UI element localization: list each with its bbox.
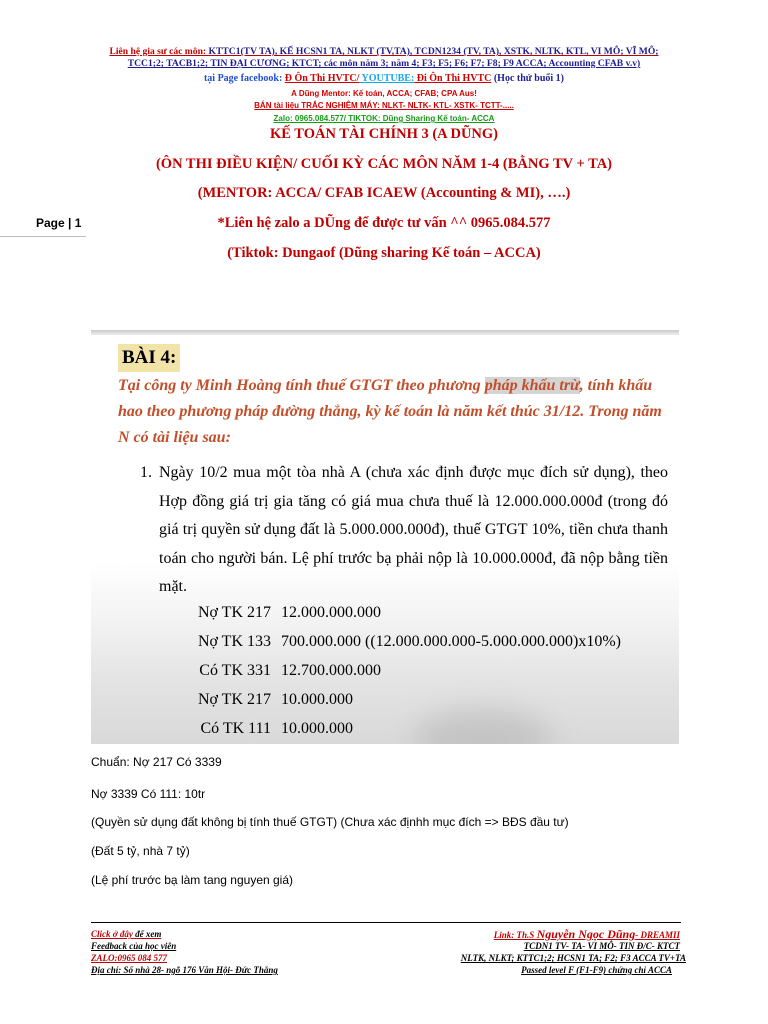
entry-account: Nợ TK 217 — [197, 604, 271, 621]
author-name[interactable]: Nguyễn Ngọc Dũng — [536, 927, 636, 941]
footer-zalo[interactable]: ZALO:0965 084 577 — [91, 953, 167, 963]
header-social-line — [60, 73, 708, 84]
entry-account: Có TK 331 — [199, 662, 271, 679]
page-number-rule — [0, 236, 86, 237]
tiktok-title: (Tiktok: Dungaof (Dũng sharing Kế toán – ACCA) — [227, 245, 541, 261]
click-here-suffix: để xem — [132, 929, 162, 939]
social-prefix: tại Page facebook: — [203, 73, 285, 84]
course-title: KẾ TOÁN TÀI CHÍNH 3 (A DŨNG) — [269, 126, 498, 142]
sell-materials-line[interactable]: BÁN tài liệu TRẮC NGHIỆM MÁY: NLKT- NLTK- KTL- XSTK- TCTT-..... — [254, 101, 514, 110]
page-number: Page | 1 — [36, 216, 82, 230]
entry-amount: 12.000.000.000 — [281, 604, 381, 621]
item-number: 1. — [140, 464, 152, 481]
entry-amount: 10.000.000 — [281, 720, 353, 737]
footer-author-link[interactable] — [494, 927, 680, 942]
entry-account: Nợ TK 217 — [197, 691, 271, 708]
exercise-heading: BÀI 4: — [118, 344, 180, 372]
entry-account: Nợ TK 133 — [197, 633, 271, 650]
author-suffix: - DREAMII — [635, 930, 680, 940]
note-line: (Quyền sử dụng đất không bị tính thuế GTGT) (Chưa xác địnhh mục đích => BĐS đầu tư) — [91, 815, 569, 829]
contact-title: *Liên hệ zalo a DŨng để được tư vấn ^^ 0965.084.577 — [217, 215, 551, 231]
author-prefix: Link: Th.S — [493, 930, 537, 940]
entry-account: Có TK 111 — [200, 720, 271, 737]
mentor-title: (MENTOR: ACCA/ CFAB ICAEW (Accounting & MI), ….) — [197, 185, 571, 201]
header-contact-line[interactable] — [60, 46, 708, 57]
entry-amount: 10.000.000 — [281, 691, 353, 708]
journal-entry — [91, 720, 679, 740]
header-contact-prefix: Liên hệ gia sư các môn: — [109, 46, 209, 57]
journal-entry — [91, 691, 679, 711]
trial-note: (Học thử buổi 1) — [491, 73, 565, 84]
note-line: (Đất 5 tỷ, nhà 7 tỷ) — [91, 844, 190, 858]
note-line: Chuẩn: Nợ 217 Có 3339 — [91, 755, 222, 769]
entry-amount: 12.700.000.000 — [281, 662, 381, 679]
item-text: Ngày 10/2 mua một tòa nhà A (chưa xác định được mục đích sử dụng), theo Hợp đồng giá trị gia tăng có giá mua chưa thuế là 12.000.000.000đ (trong đó giá trị quyền sử dụng đất là 5.000.000.000đ), thuế GTGT 10%, tiền chưa thanh toán cho người bán. Lệ phí trước bạ phải nộp là 10.000.000đ, đã nộp bằng tiền mặt. — [159, 464, 668, 595]
review-title: (ÔN THI ĐIỀU KIỆN/ CUỐI KỲ CÁC MÔN NĂM 1-4 (BẰNG TV + TA) — [155, 156, 613, 172]
header-subjects-list: KTTC1(TV TA), KẾ HCSN1 TA, NLKT (TV,TA), TCDN1234 (TV, TA), XSTK, NLTK, KTL, VI MÔ; VĨ MÔ; — [208, 46, 659, 57]
entry-amount: 700.000.000 ((12.000.000.000-5.000.000.000)x10%) — [281, 633, 621, 650]
facebook-link[interactable]: Đ Ôn Thi HVTC/ — [284, 73, 360, 84]
footer-passed: Passed level F (F1-F9) chứng chỉ ACCA — [521, 965, 672, 975]
zalo-tiktok-line[interactable]: Zalo: 0965.084.577/ TIKTOK: Dũng Sharing Kế toán- ACCA — [273, 114, 495, 123]
youtube-label[interactable]: YOUTUBE: — [359, 73, 415, 84]
journal-entry — [91, 633, 679, 653]
footer-courses-2: NLTK, NLKT; KTTC1;2; HCSN1 TA; F2; F3 ACCA TV+TA — [460, 953, 686, 963]
journal-entry — [91, 604, 679, 624]
click-here-link[interactable]: Click ở đây — [91, 929, 133, 939]
intro-text-a: Tại công ty Minh Hoàng tính thuế GTGT theo phương — [118, 377, 485, 394]
youtube-link[interactable]: Đi Ôn Thi HVTC — [414, 73, 492, 84]
intro-highlight: pháp khấu trừ — [484, 377, 580, 394]
note-line: Nợ 3339 Có 111: 10tr — [91, 787, 206, 801]
footer-click-link[interactable] — [91, 929, 161, 939]
mentor-line: A Dũng Mentor: Kế toán, ACCA; CFAB; CPA Aus! — [291, 89, 477, 98]
header-subjects-line[interactable]: TCC1;2; TACB1;2; TIN ĐẠI CƯƠNG; KTCT; các môn năm 3; năm 4; F3; F5; F6; F7; F8; F9 ACCA; Accounting CFAB v.v) — [127, 58, 641, 69]
exercise-image — [91, 330, 679, 744]
footer-feedback-link[interactable]: Feedback của học viên — [91, 941, 177, 951]
note-line: (Lệ phí trước bạ làm tang nguyen giá) — [91, 873, 294, 887]
journal-entry — [91, 662, 679, 682]
footer-address: Địa chỉ: Số nhà 28- ngõ 176 Văn Hội- Đức Thắng — [91, 965, 278, 975]
footer-courses-1: TCDN1 TV- TA- VI MÔ- TIN Đ/C- KTCT — [523, 941, 680, 951]
footer-rule — [91, 922, 681, 923]
intro-text-b: , tính khấu hao theo phương pháp đường thẳng, kỳ kế toán là năm kết thúc 31/12. Trong năm N có tài liệu sau: — [118, 377, 662, 446]
exercise-intro — [118, 373, 674, 451]
